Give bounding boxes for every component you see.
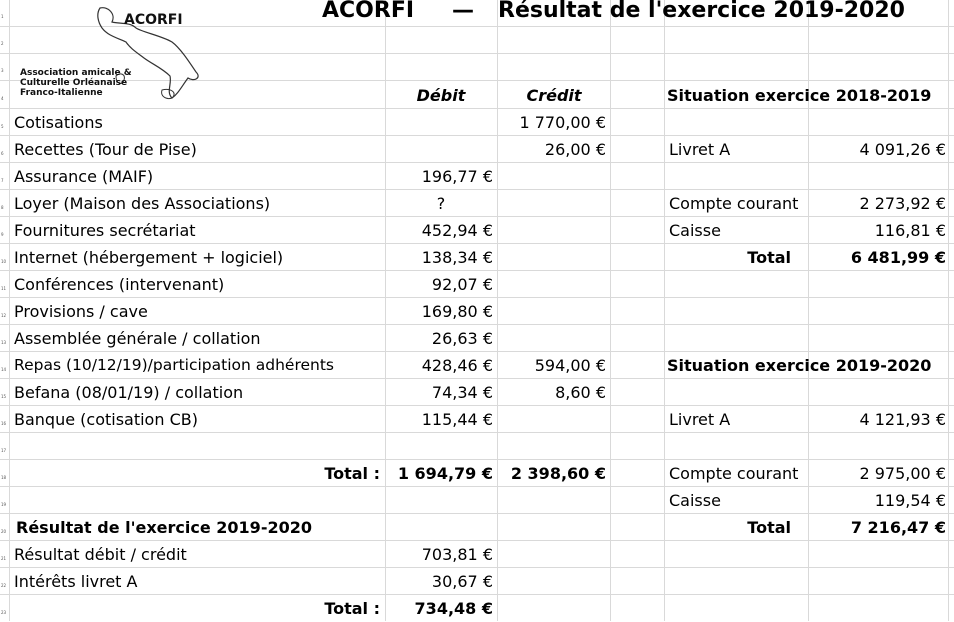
row-label: Assurance (MAIF) (14, 167, 154, 186)
result-row-value: 30,67 € (431, 572, 493, 591)
debit-cell: 138,34 € (421, 248, 493, 267)
acorfi-logo (12, 2, 212, 108)
row-number: 22 (1, 583, 7, 588)
result-total-value: 734,48 € (414, 599, 493, 618)
situation-total-label: Total (747, 248, 791, 267)
livret-a-label: Livret A (669, 140, 731, 159)
logo-subtitle-line: Franco-Italienne (20, 88, 103, 98)
logo-subtitle-line: Culturelle Orléanaise (20, 78, 128, 88)
debit-cell: 115,44 € (421, 410, 493, 429)
row-number: 20 (1, 529, 7, 534)
debit-cell: 74,34 € (431, 383, 493, 402)
credit-cell (498, 217, 606, 244)
credit-cell (498, 271, 606, 298)
row-number: 18 (1, 475, 7, 480)
credit-cell (498, 190, 606, 217)
row-number: 12 (1, 313, 7, 318)
row-number: 11 (1, 286, 7, 291)
row-number: 1 (1, 14, 4, 19)
result-row-label: Résultat débit / crédit (14, 545, 187, 564)
situation-total-value: 7 216,47 € (850, 518, 946, 537)
situation-total-value: 6 481,99 € (850, 248, 946, 267)
row-number: 23 (1, 610, 7, 615)
debit-cell (386, 136, 493, 163)
compte-courant-label: Compte courant (669, 464, 799, 483)
row-number: 17 (1, 448, 7, 453)
row-number: 4 (1, 96, 4, 101)
debit-cell: 196,77 € (421, 167, 493, 186)
debit-cell: 452,94 € (421, 221, 493, 240)
livret-a-value: 4 121,93 € (859, 410, 946, 429)
credit-header: Crédit (526, 86, 582, 105)
row-label: Provisions / cave (14, 302, 148, 321)
caisse-label: Caisse (669, 221, 721, 240)
situation-2019-heading: Situation exercice 2019-2020 (667, 356, 932, 375)
situation-2018-heading: Situation exercice 2018-2019 (667, 86, 932, 105)
row-label: Repas (10/12/19)/participation adhérents (14, 356, 334, 374)
debit-header: Débit (416, 86, 466, 105)
row-label: Befana (08/01/19) / collation (14, 383, 244, 402)
row-number: 3 (1, 68, 4, 73)
credit-cell (498, 244, 606, 271)
row-number: 15 (1, 394, 7, 399)
credit-cell (498, 406, 606, 433)
org-name: ACORFI (322, 0, 415, 23)
row-label: Conférences (intervenant) (14, 275, 225, 294)
compte-courant-label: Compte courant (669, 194, 799, 213)
totals-debit: 1 694,79 € (397, 464, 493, 483)
livret-a-value: 4 091,26 € (859, 140, 946, 159)
result-total-label: Total : (324, 599, 380, 618)
debit-cell: 92,07 € (431, 275, 493, 294)
credit-cell (498, 325, 606, 352)
debit-cell: 169,80 € (421, 302, 493, 321)
row-label: Recettes (Tour de Pise) (14, 140, 197, 159)
result-row-label: Intérêts livret A (14, 572, 138, 591)
row-label: Loyer (Maison des Associations) (14, 194, 271, 213)
credit-cell (498, 298, 606, 325)
logo-text: ACORFI (124, 12, 183, 28)
credit-cell: 594,00 € (534, 356, 606, 375)
row-number: 8 (1, 205, 4, 210)
debit-cell: ? (436, 194, 446, 213)
row-number: 5 (1, 124, 4, 129)
result-heading: Résultat de l'exercice 2019-2020 (16, 518, 312, 537)
row-number: 2 (1, 41, 4, 46)
debit-cell: 26,63 € (431, 329, 493, 348)
row-label: Cotisations (14, 113, 103, 132)
row-number: 14 (1, 367, 7, 372)
page-title: Résultat de l'exercice 2019-2020 (498, 0, 905, 23)
row-number: 16 (1, 421, 7, 426)
row-number: 6 (1, 151, 4, 156)
row-number: 19 (1, 502, 7, 507)
row-number: 21 (1, 556, 7, 561)
row-label: Assemblée générale / collation (14, 329, 261, 348)
compte-courant-value: 2 975,00 € (859, 464, 946, 483)
livret-a-label: Livret A (669, 410, 731, 429)
caisse-value: 116,81 € (874, 221, 946, 240)
result-row-value: 703,81 € (421, 545, 493, 564)
row-number: 10 (1, 259, 7, 264)
row-label: Fournitures secrétariat (14, 221, 196, 240)
debit-cell (386, 109, 493, 136)
row-number: 13 (1, 340, 7, 345)
row-label: Banque (cotisation CB) (14, 410, 198, 429)
compte-courant-value: 2 273,92 € (859, 194, 946, 213)
caisse-value: 119,54 € (874, 491, 946, 510)
totals-credit: 2 398,60 € (510, 464, 606, 483)
row-number: 9 (1, 232, 4, 237)
totals-label: Total : (324, 464, 380, 483)
title-dash: — (452, 0, 474, 23)
situation-total-label: Total (747, 518, 791, 537)
row-label: Internet (hébergement + logiciel) (14, 248, 284, 267)
credit-cell: 8,60 € (555, 383, 606, 402)
credit-cell: 26,00 € (544, 140, 606, 159)
logo-subtitle-line: Association amicale & (20, 68, 132, 78)
credit-cell: 1 770,00 € (519, 113, 606, 132)
debit-cell: 428,46 € (421, 356, 493, 375)
caisse-label: Caisse (669, 491, 721, 510)
row-number: 7 (1, 178, 4, 183)
credit-cell (498, 163, 606, 190)
